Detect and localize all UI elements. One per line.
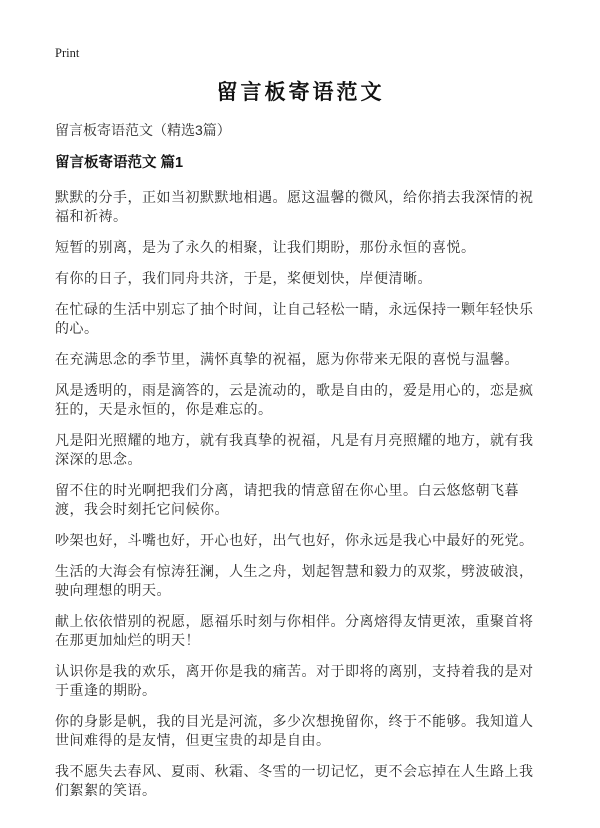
paragraph: 我不愿失去春风、夏雨、秋霜、冬雪的一切记忆，更不会忘掉在人生路上我们絮絮的笑语。	[55, 763, 534, 798]
paragraph: 凡是阳光照耀的地方，就有我真挚的祝福，凡是有月亮照耀的地方，就有我深深的思念。	[55, 432, 534, 467]
page-subtitle: 留言板寄语范文（精选3篇）	[55, 122, 231, 138]
paragraph: 有你的日子，我们同舟共济，于是，桨便划快，岸便清晰。	[55, 270, 432, 286]
paragraph-list	[55, 188, 546, 800]
paragraph: 生活的大海会有惊涛狂澜，人生之舟，划起智慧和毅力的双浆，劈波破浪，驶向理想的明天。	[55, 563, 534, 598]
paragraph: 在忙碌的生活中别忘了抽个时间，让自己轻松一睛，永远保持一颗年轻快乐的心。	[55, 301, 534, 336]
paragraph: 留不住的时光啊把我们分离，请把我的情意留在你心里。白云悠悠朝飞暮渡，我会时刻托它问候你。	[55, 482, 519, 517]
page-title: 留言板寄语范文	[216, 81, 385, 104]
paragraph: 风是透明的，雨是滴答的，云是流动的，歌是自由的，爱是用心的，恋是疯狂的，天是永恒的，你是难忘的。	[55, 382, 534, 417]
paragraph: 在充满思念的季节里，满怀真挚的祝福，愿为你带来无限的喜悦与温馨。	[55, 351, 519, 367]
paragraph: 认识你是我的欢乐，离开你是我的痛苦。对于即将的离别，支持着我的是对于重逢的期盼。	[55, 663, 534, 698]
paragraph: 默默的分手，正如当初默默地相遇。愿这温馨的微风，给你捎去我深情的祝福和祈祷。	[55, 189, 534, 224]
section-heading: 留言板寄语范文 篇1	[55, 155, 184, 171]
paragraph: 短暂的别离，是为了永久的相聚，让我们期盼，那份永恒的喜悦。	[55, 239, 476, 255]
print-link[interactable]: Print	[55, 46, 80, 60]
paragraph: 吵架也好，斗嘴也好，开心也好，出气也好，你永远是我心中最好的死党。	[55, 532, 534, 548]
paragraph: 献上依依惜别的祝愿，愿福乐时刻与你相伴。分离熔得友情更浓，重聚首将在那更加灿烂的明天！	[55, 613, 534, 648]
paragraph: 你的身影是帆，我的目光是河流，多少次想挽留你，终于不能够。我知道人世间难得的是友情，但更宝贵的却是自由。	[55, 713, 534, 748]
